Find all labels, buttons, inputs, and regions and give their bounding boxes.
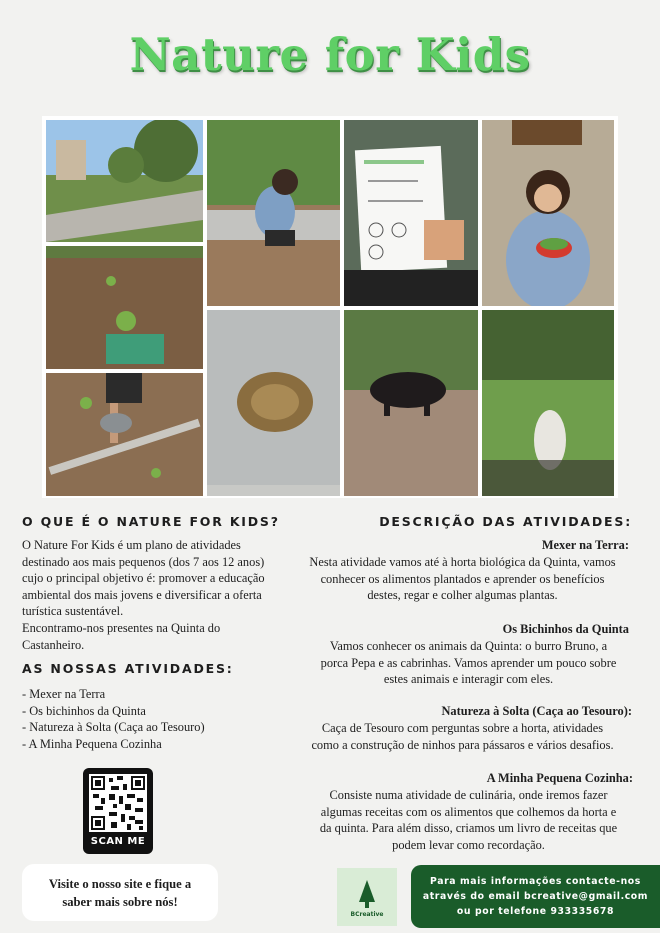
activity-bichinhos-title — [296, 621, 629, 638]
activity-line: da quinta. Para além disso, criamos um livro de receitas que — [319, 821, 618, 836]
photo-donkey — [482, 310, 614, 496]
what-is-heading: O QUE É O NATURE FOR KIDS? — [22, 514, 280, 529]
list-item: - Mexer na Terra — [22, 687, 106, 701]
activity-title: A Minha Pequena Cozinha: — [486, 771, 633, 785]
activity-line: Caça de Tesouro com perguntas sobre a horta, atividades — [321, 721, 604, 735]
what-line: Castanheiro. — [22, 637, 85, 652]
activity-line: como a construção de ninhos para pássaros e vários desafios. — [311, 737, 614, 752]
visit-line: Visite o nosso site e fique a — [48, 876, 192, 891]
activity-line: Vamos conhecer os animais da Quinta: o burro Bruno, a — [329, 639, 608, 653]
what-is-description — [22, 537, 302, 653]
activity-line: destes, regar e colher algumas plantas. — [367, 588, 558, 603]
activity-line: Nesta atividade vamos até à horta biológica da Quinta, vamos — [309, 555, 616, 569]
qr-icon — [89, 774, 147, 832]
activity-title: Natureza à Solta (Caça ao Tesouro): — [441, 704, 632, 718]
activity-cozinha-title — [296, 770, 633, 787]
bcreative-logo — [337, 868, 397, 926]
photo-recipe-sheet — [344, 120, 478, 306]
what-line: cujo o principal objetivo é: promover a educação — [22, 571, 265, 586]
photo-collage — [42, 116, 618, 498]
activities-description-heading: DESCRIÇÃO DAS ATIVIDADES: — [379, 514, 632, 529]
contact-line: ou por telefone 933335678 — [456, 906, 615, 917]
what-line: turística sustentável. — [22, 604, 124, 619]
photo-garden-path — [46, 120, 203, 242]
activity-line: porca Pepa e as cabrinhas. Vamos aprender um pouco sobre — [320, 655, 617, 670]
activity-mexer-description — [296, 554, 629, 604]
visit-site-box[interactable] — [22, 864, 218, 921]
activity-natureza-description — [290, 720, 635, 753]
photo-watering — [46, 373, 203, 496]
what-line: destinado aos mais pequenos (dos 7 aos 12 anos) — [22, 554, 265, 569]
what-line: Encontramo-nos presentes na Quinta do — [22, 620, 221, 635]
contact-line: Para mais informações contacte-nos — [430, 876, 641, 887]
activity-line: algumas receitas com os alimentos que colhemos da horta e — [320, 804, 617, 819]
activity-title: Mexer na Terra: — [541, 538, 629, 552]
activity-line: Consiste numa atividade de culinária, onde iremos fazer — [329, 788, 608, 802]
page-title: Nature for Kids — [129, 28, 531, 81]
photo-sprouts-soil — [46, 246, 203, 369]
activity-mexer-title — [296, 537, 629, 554]
photo-girl-planting — [207, 120, 340, 306]
activity-line: estes animais e interagir com eles. — [383, 672, 554, 687]
scan-me-label: SCAN ME — [90, 836, 146, 847]
what-line: ambiental dos mais jovens e diversificar a oferta — [22, 587, 262, 602]
photo-girl-salad — [482, 120, 614, 306]
photo-pig — [344, 310, 478, 496]
activity-line: conhecer os alimentos plantados e aprender os benefícios — [320, 571, 605, 586]
photo-nest — [207, 310, 340, 496]
visit-line: saber mais sobre nós! — [62, 894, 178, 909]
activity-line: podem levar como recordação. — [392, 837, 545, 852]
activities-list — [22, 686, 292, 752]
what-line: O Nature For Kids é um plano de atividades — [22, 538, 241, 552]
list-item: - Os bichinhos da Quinta — [22, 703, 146, 718]
activities-heading: AS NOSSAS ATIVIDADES: — [22, 661, 234, 676]
activity-bichinhos-description — [296, 638, 641, 688]
activity-title: Os Bichinhos da Quinta — [502, 622, 629, 636]
logo-text: BCreative — [350, 911, 384, 918]
list-item: - A Minha Pequena Cozinha — [22, 736, 162, 751]
list-item: - Natureza à Solta (Caça ao Tesouro) — [22, 720, 205, 735]
activity-cozinha-description — [296, 787, 641, 853]
contact-line: através do email bcreative@gmail.com — [422, 891, 649, 902]
qr-code[interactable] — [83, 768, 153, 854]
activity-natureza-title — [296, 703, 632, 720]
contact-box[interactable] — [411, 865, 660, 928]
